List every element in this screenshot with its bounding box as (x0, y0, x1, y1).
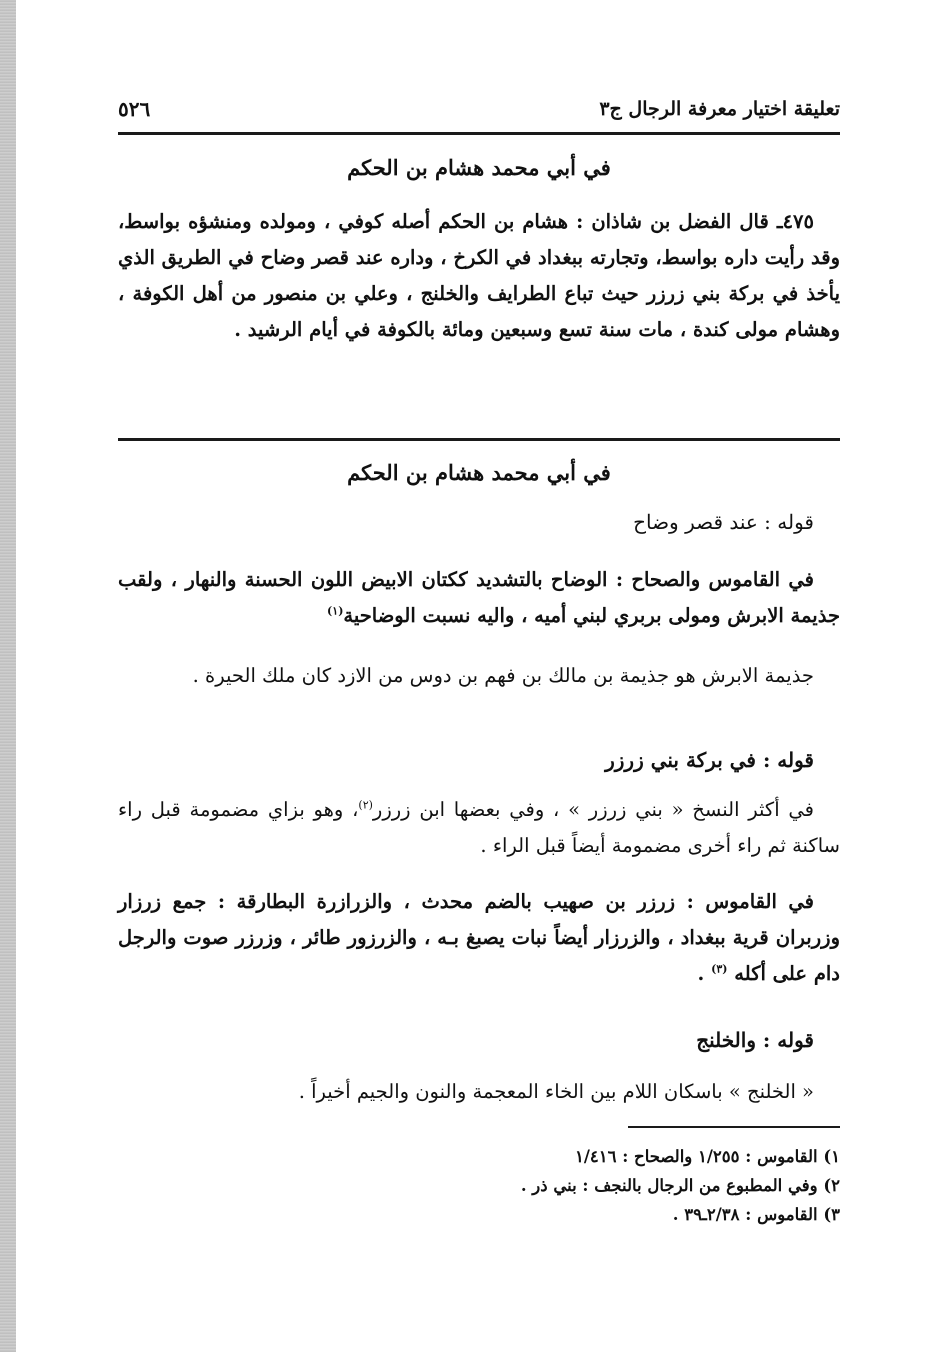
paragraph-text: في القاموس والصحاح : الوضاح بالتشديد ككتان الابيض اللون الحسنة والنهار ، ولقب جذيمة الابرش ومولى بربري لبني أميه ، واليه نسبت الوضاحية (118, 568, 840, 627)
commentary-paragraph (118, 562, 840, 634)
footnote-3: ٣) القاموس : ٢/٣٨ـ٣٩ . (672, 1205, 840, 1224)
entry-number: ٤٧٥ـ (776, 210, 814, 233)
commentary-paragraph (118, 884, 840, 992)
paragraph-text: « الخلنج » باسكان اللام بين الخاء المعجمة والنون والجيم أخيراً . (298, 1080, 814, 1103)
footnote-ref-3[interactable]: (٣) (711, 962, 728, 976)
commentary-paragraph (118, 658, 840, 694)
book-title: تعليقة اختيار معرفة الرجال ج٣ (599, 98, 840, 120)
scan-edge-shadow (0, 0, 16, 1352)
footnotes (118, 1142, 840, 1229)
commentary-heading-1: قوله : عند قصر وضاح (633, 510, 814, 534)
paragraph-text: . (697, 962, 705, 985)
paragraph-text: في القاموس : زرزر بن صهيب بالضم محدث ، والزرازرة البطارقة : جمع زرزار وزربران قرية ببغداد ، والزرزار أيضاً نبات يصبغ بـه ، والزرزور طائر ، وزرزر صوت والرجل دام على أكله (118, 890, 840, 985)
book-page (118, 0, 840, 1352)
header-rule (118, 132, 840, 135)
commentary-paragraph (118, 1074, 840, 1110)
commentary-heading-3: قوله : والخلنج (696, 1028, 814, 1052)
entry-text: قال الفضل بن شاذان : هشام بن الحكم أصله كوفي ، ومولده ومنشؤه بواسط، وقد رأيت داره بواسط، وتجارته ببغداد في الكرخ ، وداره عند قصر وضاح في الطريق الذي يأخذ في بركة بني زرزر حيث تباع الطرايف والخلنج ، وعلي بن منصور من أهل الكوفة ، وهشام مولى كندة ، مات سنة تسع وسبعين ومائة بالكوفة في أيام الرشيد . (118, 210, 840, 341)
commentary-paragraph (118, 792, 840, 864)
paragraph-text: جذيمة الابرش هو جذيمة بن مالك بن فهم بن دوس من الازد كان ملك الحيرة . (192, 664, 814, 687)
main-entry-paragraph (118, 204, 840, 348)
paragraph-text: ، وهو بزاي مضمومة قبل راء ساكنة ثم راء أخرى مضمومة أيضاً قبل الراء . (118, 798, 840, 857)
footnote-rule (628, 1126, 840, 1128)
footnote-1: ١) القاموس : ١/٢٥٥ والصحاح : ١/٤١٦ (574, 1147, 840, 1166)
footnote-2: ٢) وفي المطبوع من الرجال بالنجف : بني ذر . (520, 1176, 840, 1195)
commentary-heading-2: قوله : في بركة بني زرزر (605, 748, 814, 772)
page-number: ٥٢٦ (118, 97, 151, 121)
footnote-ref-1[interactable]: (١) (327, 604, 344, 618)
commentary-section-title: في أبي محمد هشام بن الحكم (347, 460, 611, 485)
paragraph-text: في أكثر النسخ « بني زرزر » ، وفي بعضها ابن زرزر (372, 798, 814, 821)
running-header (118, 92, 840, 126)
footnote-ref-2[interactable]: (٢) (358, 798, 373, 812)
commentary-divider (118, 438, 840, 441)
main-section-title: في أبي محمد هشام بن الحكم (347, 155, 611, 180)
